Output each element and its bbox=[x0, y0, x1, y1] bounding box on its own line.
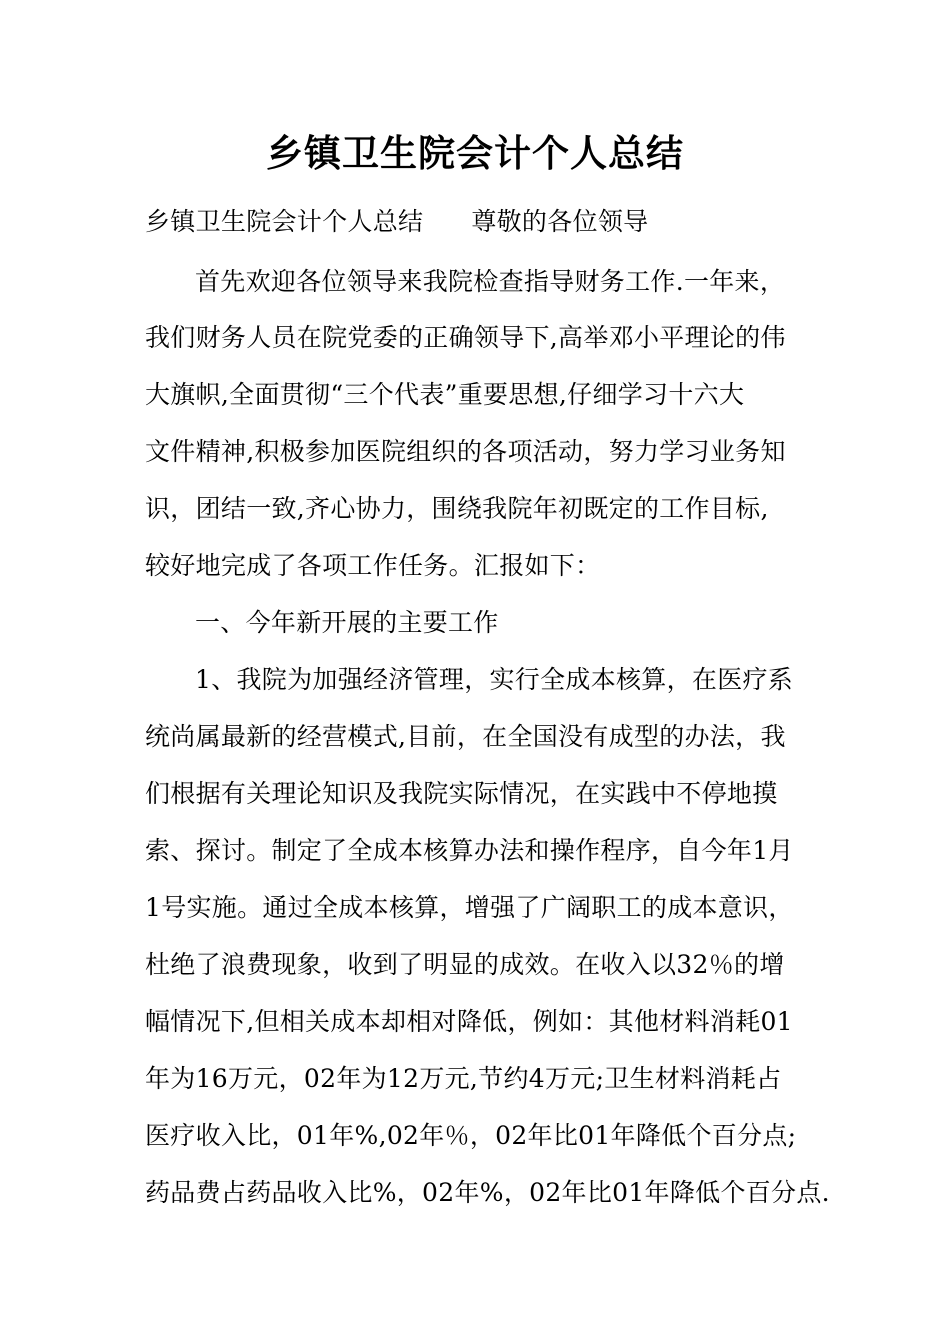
text-line: 较好地完成了各项工作任务。汇报如下： bbox=[145, 551, 601, 580]
text-line: 药品费占药品收入比%，02年%，02年比01年降低个百分点. bbox=[145, 1178, 830, 1207]
subtitle: 乡镇卫生院会计个人总结 bbox=[145, 207, 424, 236]
text-line: 大旗帜,全面贯彻“三个代表”重要思想,仔细学习十六大 bbox=[145, 380, 745, 409]
text-line: 医疗收入比，01年%,02年％，02年比01年降低个百分点; bbox=[145, 1121, 797, 1150]
text-line: 索、探讨。制定了全成本核算办法和操作程序，自今年1月 bbox=[145, 836, 794, 865]
text-line: 首先欢迎各位领导来我院检查指导财务工作.一年来， bbox=[195, 267, 786, 296]
text-line: 杜绝了浪费现象，收到了明显的成效。在收入以32％的增 bbox=[145, 950, 785, 979]
text-line: 幅情况下,但相关成本却相对降低，例如：其他材料消耗01 bbox=[145, 1007, 793, 1036]
text-line: 们根据有关理论知识及我院实际情况，在实践中不停地摸 bbox=[145, 779, 778, 808]
text-line: 文件精神,积极参加医院组织的各项活动，努力学习业务知 bbox=[145, 437, 786, 466]
text-line: 1号实施。通过全成本核算，增强了广阔职工的成本意识， bbox=[145, 893, 794, 922]
salutation: 尊敬的各位领导 bbox=[471, 207, 649, 236]
text-line: 1、我院为加强经济管理，实行全成本核算，在医疗系 bbox=[195, 665, 794, 694]
page-title: 乡镇卫生院会计个人总结 bbox=[266, 131, 684, 175]
text-line: 年为16万元，02年为12万元,节约4万元;卫生材料消耗占 bbox=[145, 1064, 782, 1093]
text-line: 识，团结一致,齐心协力，围绕我院年初既定的工作目标, bbox=[145, 494, 769, 523]
text-line: 统尚属最新的经营模式,目前，在全国没有成型的办法，我 bbox=[145, 722, 786, 751]
subtitle-line bbox=[145, 204, 648, 240]
section-heading: 一、今年新开展的主要工作 bbox=[195, 608, 499, 637]
text-line: 我们财务人员在院党委的正确领导下,高举邓小平理论的伟 bbox=[145, 323, 786, 352]
